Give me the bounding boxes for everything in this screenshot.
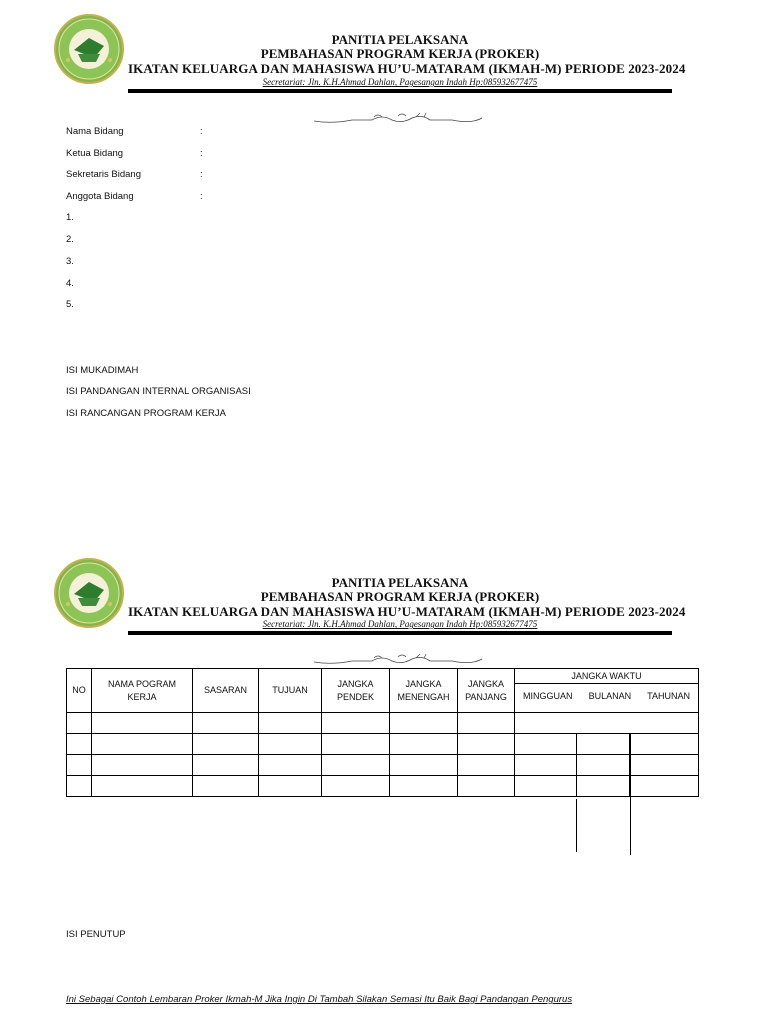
- col-header-no: NO: [67, 669, 92, 713]
- header-rule: [128, 631, 672, 635]
- section-rancangan: ISI RANCANGAN PROGRAM KERJA: [66, 408, 226, 419]
- field-colon: :: [200, 191, 203, 202]
- table-row: [67, 776, 699, 797]
- header-organization: IKATAN KELUARGA DAN MAHASISWA HU’U-MATARAM (IKMAH-M) PERIODE 2023-2024: [128, 604, 686, 619]
- sub-header-bulanan: BULANAN: [588, 691, 632, 701]
- table-divider-line: [630, 734, 631, 855]
- section-pandangan: ISI PANDANGAN INTERNAL ORGANISASI: [66, 386, 251, 397]
- table-divider-line: [576, 799, 577, 852]
- col-header-jangka-panjang: JANGKA PANJANG: [458, 669, 515, 713]
- col-header-jangka-pendek: JANGKA PENDEK: [322, 669, 390, 713]
- section-penutup: ISI PENUTUP: [66, 929, 126, 940]
- field-label-sekretaris-bidang: Sekretaris Bidang: [66, 169, 141, 180]
- col-header-jangka-waktu: [515, 669, 699, 713]
- col-header-tujuan: TUJUAN: [259, 669, 322, 713]
- sub-header-tahunan: TAHUNAN: [647, 691, 690, 701]
- header-subtitle: PEMBAHASAN PROGRAM KERJA (PROKER): [260, 46, 540, 61]
- member-item: 4.: [66, 278, 74, 289]
- header-secretariat: Secretariat: Jln. K.H.Ahmad Dahlan, Pagesangan Indah Hp:085932677475: [262, 77, 538, 87]
- program-kerja-table: [66, 668, 699, 797]
- header-title: PANITIA PELAKSANA: [331, 32, 469, 47]
- table-row: [67, 734, 699, 755]
- table-row: [67, 755, 699, 776]
- bismillah-calligraphy-icon: [312, 112, 484, 126]
- sub-header-mingguan: MINGGUAN: [523, 691, 573, 701]
- field-label-ketua-bidang: Ketua Bidang: [66, 148, 124, 159]
- field-label-anggota-bidang: Anggota Bidang: [66, 191, 134, 202]
- field-colon: :: [200, 148, 203, 159]
- header-organization: IKATAN KELUARGA DAN MAHASISWA HU’U-MATARAM (IKMAH-M) PERIODE 2023-2024: [128, 61, 686, 76]
- header-title: PANITIA PELAKSANA: [331, 575, 469, 590]
- header-rule: [128, 89, 672, 93]
- field-label-nama-bidang: Nama Bidang: [66, 126, 124, 137]
- organization-logo: [54, 14, 124, 84]
- organization-logo: [54, 558, 124, 628]
- header-secretariat: Secretariat: Jln. K.H.Ahmad Dahlan, Pagesangan Indah Hp:085932677475: [262, 619, 538, 629]
- col-header-sasaran: SASARAN: [193, 669, 259, 713]
- field-colon: :: [200, 126, 203, 137]
- bismillah-calligraphy-icon: [312, 653, 484, 667]
- table-row: [67, 713, 699, 734]
- member-item: 2.: [66, 234, 74, 245]
- col-header-nama-program: NAMA POGRAM KERJA: [92, 669, 193, 713]
- col-header-jangka-menengah: JANGKA MENENGAH: [390, 669, 458, 713]
- member-item: 5.: [66, 299, 74, 310]
- field-colon: :: [200, 169, 203, 180]
- jangka-waktu-label: JANGKA WAKTU: [515, 669, 698, 684]
- header-subtitle: PEMBAHASAN PROGRAM KERJA (PROKER): [260, 589, 540, 604]
- member-item: 3.: [66, 256, 74, 267]
- footnote: Ini Sebagai Contoh Lembaran Proker Ikmah-M Jika Ingin Di Tambah Silakan Semasi Itu Baik Bagi Pandangan Pengurus: [66, 994, 573, 1005]
- section-mukadimah: ISI MUKADIMAH: [66, 365, 139, 376]
- member-item: 1.: [66, 212, 74, 223]
